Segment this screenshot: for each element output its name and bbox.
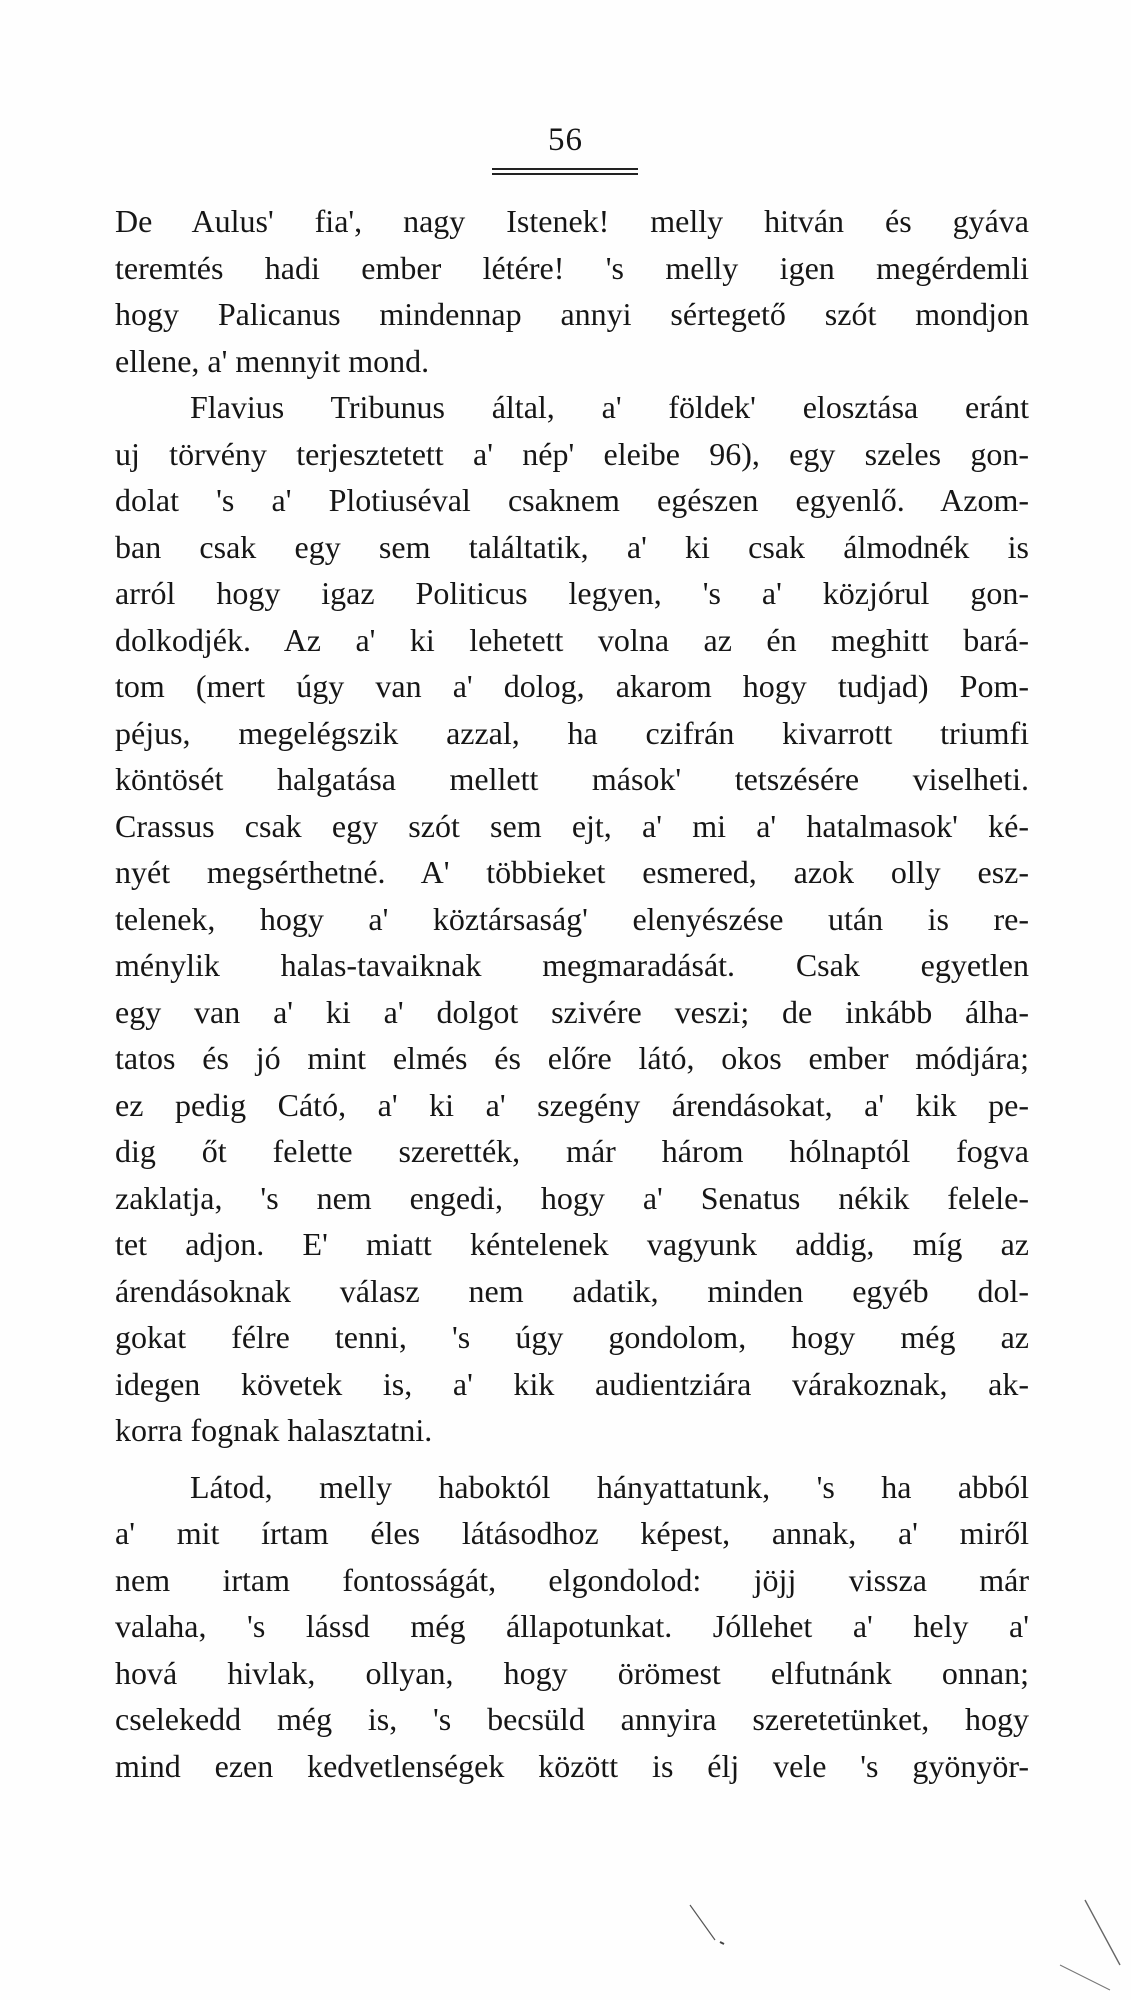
scratch-mark — [1085, 1900, 1120, 1965]
body-text — [115, 198, 1029, 1789]
text-line: korra fognak halasztatni. — [115, 1412, 433, 1448]
scratch-mark — [720, 1942, 724, 1944]
text-line: hová hivlak, ollyan, hogy örömest elfutnánk onnan; — [115, 1654, 1029, 1691]
text-line: hogy Palicanus mindennap annyi sértegető szót mondjon — [115, 296, 1029, 332]
text-line: Crassus csak egy szót sem ejt, a' mi a' hatalmasok' ké- — [115, 807, 1029, 844]
text-line: mind ezen kedvetlenségek között is élj vele 's gyönyör- — [115, 1747, 1029, 1784]
text-line: ménylik halas-tavaiknak megmaradását. Csak egyetlen — [115, 947, 1029, 983]
text-line: uj törvény terjesztetett a' nép' eleibe 96), egy szeles gon- — [115, 435, 1029, 472]
text-line: egy van a' ki a' dolgot szivére veszi; de inkább álha- — [115, 993, 1029, 1030]
text-line: Flavius Tribunus által, a' földek' elosztása eránt — [190, 389, 1029, 425]
text-line: a' mit írtam éles látásodhoz képest, annak, a' miről — [115, 1515, 1029, 1551]
text-line: ban csak egy sem találtatik, a' ki csak álmodnék is — [115, 528, 1029, 565]
text-line: dolkodjék. Az a' ki lehetett volna az én meghitt bará- — [115, 621, 1029, 658]
scratch-mark — [690, 1905, 715, 1940]
text-line: dolat 's a' Plotiuséval csaknem egészen egyenlő. Azom- — [115, 482, 1029, 518]
text-line: De Aulus' fia', nagy Istenek! melly hitván és gyáva — [115, 203, 1029, 239]
text-line: cselekedd még is, 's becsüld annyira szeretetünket, hogy — [115, 1701, 1029, 1737]
text-line: ez pedig Cátó, a' ki a' szegény árendásokat, a' kik pe- — [115, 1086, 1029, 1123]
scratch-mark — [1060, 1965, 1110, 1990]
text-line: köntösét halgatása mellett mások' tetszésére viselheti. — [115, 761, 1029, 797]
text-line: tom (mert úgy van a' dolog, akarom hogy tudjad) Pom- — [115, 668, 1029, 704]
paragraph-2 — [115, 384, 1029, 1454]
text-line: gokat félre tenni, 's úgy gondolom, hogy még az — [115, 1319, 1029, 1355]
text-line: valaha, 's lássd még állapotunkat. Jóllehet a' hely a' — [115, 1608, 1029, 1644]
text-line: ellene, a' mennyit mond. — [115, 342, 430, 379]
page-number: 56 — [548, 122, 583, 158]
text-line: dig őt felette szerették, már három hólnaptól fogva — [115, 1133, 1029, 1169]
text-line: tatos és jó mint elmés és előre látó, okos ember módjára; — [115, 1040, 1029, 1076]
text-line: nyét megsérthetné. A' többieket esmered, azok olly esz- — [115, 854, 1029, 890]
text-line: tet adjon. E' miatt kéntelenek vagyunk addig, míg az — [115, 1226, 1029, 1262]
paragraph-1 — [115, 198, 1029, 384]
paragraph-3 — [115, 1464, 1029, 1790]
text-line: teremtés hadi ember létére! 's melly igen megérdemli — [115, 249, 1029, 286]
text-line: arról hogy igaz Politicus legyen, 's a' közjórul gon- — [115, 575, 1029, 611]
text-line: idegen követek is, a' kik audientziára várakoznak, ak- — [115, 1365, 1029, 1402]
text-line: zaklatja, 's nem engedi, hogy a' Senatus nékik felele- — [115, 1179, 1029, 1216]
text-line: árendásoknak válasz nem adatik, minden egyéb dol- — [115, 1272, 1029, 1309]
header-rule — [492, 168, 638, 175]
text-line: telenek, hogy a' köztársaság' elenyészése után is re- — [115, 900, 1029, 937]
paragraph-gap — [115, 1454, 1029, 1464]
text-line: nem irtam fontosságát, elgondolod: jöjj vissza már — [115, 1561, 1029, 1598]
text-line: péjus, megelégszik azzal, ha czifrán kivarrott triumfi — [115, 714, 1029, 751]
text-line: Látod, melly haboktól hányattatunk, 's ha abból — [190, 1468, 1029, 1505]
